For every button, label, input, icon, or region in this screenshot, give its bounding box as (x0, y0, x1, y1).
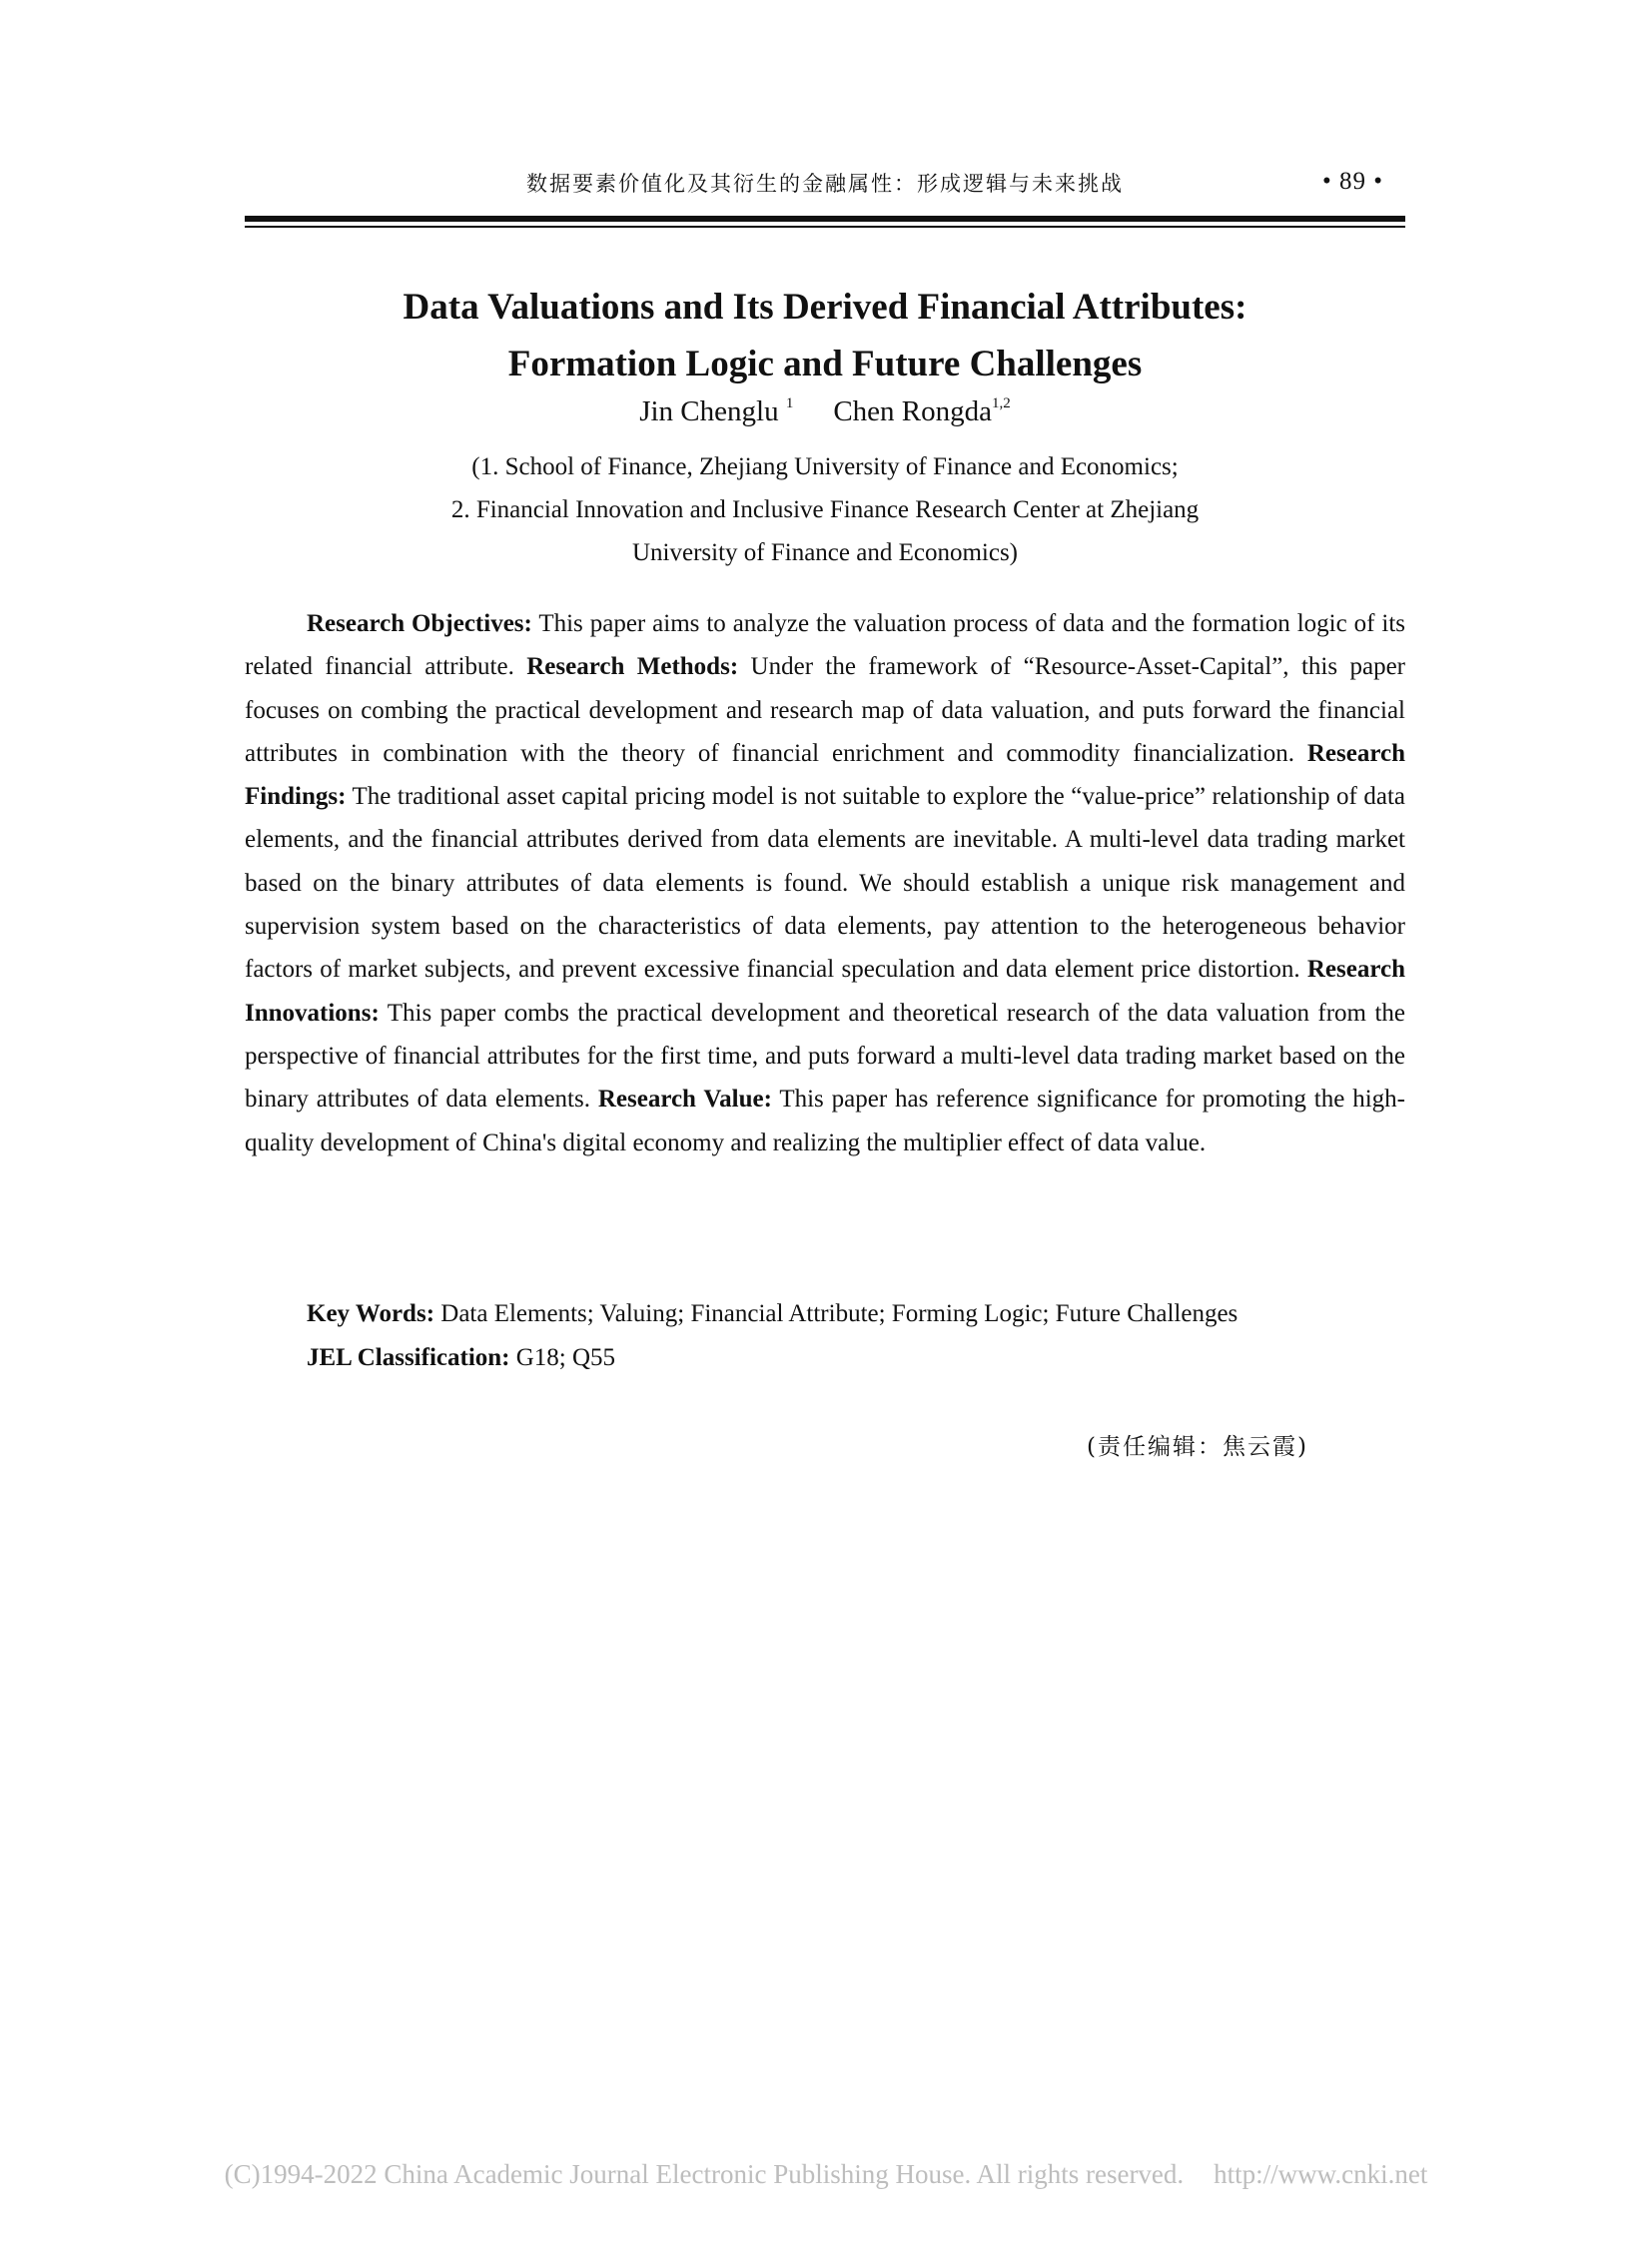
affiliation-line-1: (1. School of Finance, Zhejiang University of Finance and Economics; (471, 453, 1179, 480)
copyright-notice: (C)1994-2022 China Academic Journal Electronic Publishing House. All rights reserved. (224, 2159, 1185, 2189)
findings-label: Research Findings: (245, 739, 1405, 811)
objectives-label: Research Objectives: (307, 610, 532, 637)
jel-codes: G18; Q55 (509, 1344, 616, 1371)
innovations-text: This paper combs the practical development and theoretical research of the data valuation from the perspective of financial attributes for the first time, and puts forward a multi-level data trading market based on the binary attributes of data elements. (245, 999, 1405, 1114)
copyright-footer (0, 2159, 1652, 2190)
findings-text: The traditional asset capital pricing model is not suitable to explore the “value-price” relationship of data elements, and the financial attributes derived from data elements are inevitable. A multi-level data trading market based on the binary attributes of data elements is found. We should establish a unique risk management and supervision system based on the characteristics of data elements, pay attention to the heterogeneous behavior factors of market subjects, and prevent excessive financial speculation and data element price distortion. (245, 783, 1405, 984)
jel-label: JEL Classification: (307, 1344, 510, 1371)
header-rule-thick (245, 216, 1405, 222)
affiliations (245, 445, 1405, 574)
keywords (307, 1300, 1238, 1328)
keywords-text: Data Elements; Valuing; Financial Attribute; Forming Logic; Future Challenges (434, 1300, 1239, 1327)
methods-text: Under the framework of “Resource-Asset-Capital”, this paper focuses on combing the practical development and research map of data valuation, and puts forward the financial attributes in combination with the theory of financial enrichment and commodity financialization. (245, 653, 1405, 767)
responsible-editor: (责任编辑：焦云霞) (1087, 1434, 1308, 1460)
author-2-affiliation-mark: 1,2 (992, 395, 1011, 411)
author-2-name: Chen Rongda (833, 395, 993, 427)
title-line-2: Formation Logic and Future Challenges (507, 344, 1143, 384)
author-1-affiliation-mark: 1 (785, 395, 794, 411)
keywords-label: Key Words: (307, 1300, 435, 1327)
page-number: • 89 • (1321, 168, 1383, 195)
jel-classification (307, 1344, 615, 1372)
objectives-text: This paper aims to analyze the valuation process of data and the formation logic of its related financial attribute. (245, 610, 1406, 681)
affiliation-line-3: University of Finance and Economics) (631, 539, 1018, 566)
affiliation-line-2: 2. Financial Innovation and Inclusive Finance Research Center at Zhejiang (450, 496, 1200, 523)
title-line-1: Data Valuations and Its Derived Financial Attributes: (403, 287, 1247, 328)
abstract (245, 602, 1405, 1164)
methods-label: Research Methods: (526, 653, 739, 681)
cnki-url[interactable]: http://www.cnki.net (1214, 2159, 1428, 2189)
running-head-title: 数据要素价值化及其衍生的金融属性：形成逻辑与未来挑战 (526, 172, 1124, 196)
header-rule-thin (245, 226, 1405, 228)
running-head (245, 168, 1405, 208)
innovations-label: Research Innovations: (245, 956, 1405, 1027)
paper-title (245, 279, 1405, 392)
author-list (245, 395, 1405, 428)
author-1-name: Jin Chenglu (639, 395, 779, 427)
value-text: This paper has reference significance for promoting the high-quality development of China's digital economy and realizing the multiplier effect of data value. (245, 1086, 1405, 1156)
value-label: Research Value: (597, 1086, 772, 1114)
